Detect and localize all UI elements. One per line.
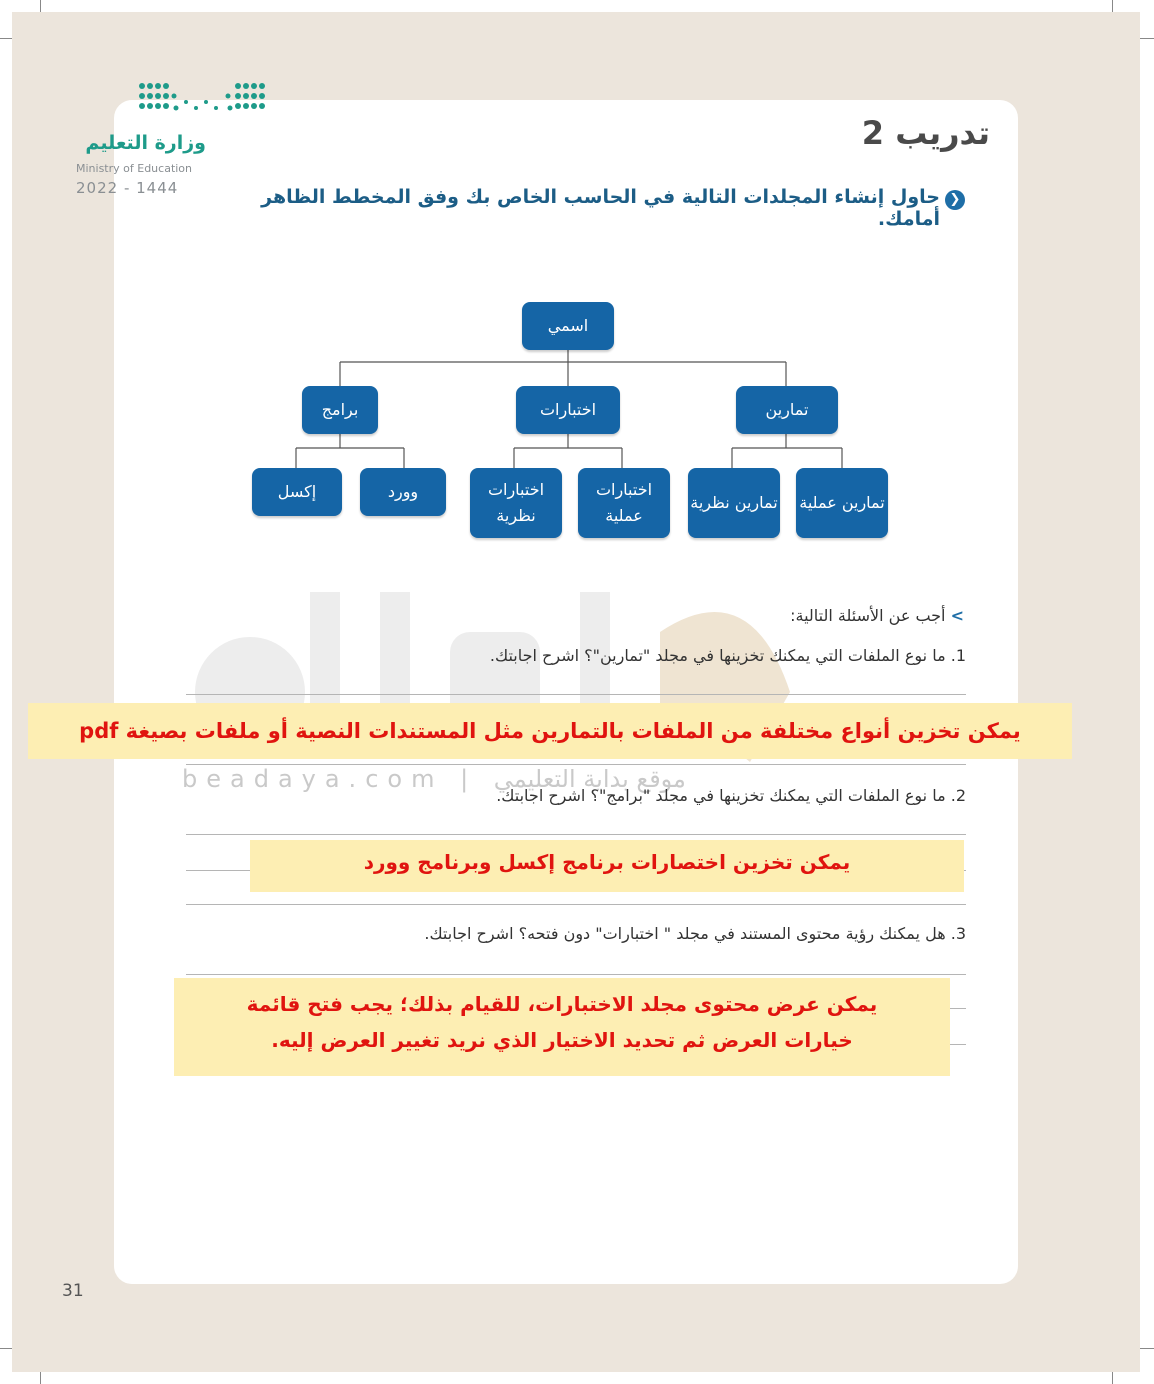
instruction-text: حاول إنشاء المجلدات التالية في الحاسب الخاص بك وفق المخطط الظاهر أمامك.	[261, 186, 940, 230]
page-title: تدريب 2	[861, 114, 990, 152]
ministry-name-english: Ministry of Education	[76, 162, 193, 175]
tree-node-excel: إكسل	[252, 468, 342, 516]
tree-node-tests: اختبارات	[516, 386, 620, 434]
tree-node-theoretical-tests: اختبارات نظرية	[470, 468, 562, 538]
answer-2: يمكن تخزين اختصارات برنامج إكسل وبرنامج وورد	[250, 840, 964, 892]
tree-node-practical-exercises: تمارين عملية	[796, 468, 888, 538]
tree-node-practical-tests: اختبارات عملية	[578, 468, 670, 538]
answer-line	[186, 694, 966, 695]
answer-line	[186, 974, 966, 975]
tree-node-theoretical-exercises: تمارين نظرية	[688, 468, 780, 538]
answer-line	[186, 764, 966, 765]
answer-3-line-1: يمكن عرض محتوى مجلد الاختبارات، للقيام بذلك؛ يجب فتح قائمة	[246, 992, 878, 1016]
ministry-name-arabic: وزارة التعليم	[85, 132, 206, 154]
instruction-bullet-icon: ❯	[945, 190, 965, 210]
watermark-site-text: beadaya.com | موقع بداية التعليمي	[182, 765, 686, 793]
tree-node-programs: برامج	[302, 386, 378, 434]
question-2: 2. ما نوع الملفات التي يمكنك تخزينها في مجلد "برامج"؟ اشرح اجابتك.	[496, 786, 966, 805]
tree-root-node: اسمي	[522, 302, 614, 350]
answer-3	[174, 978, 950, 1076]
question-1: 1. ما نوع الملفات التي يمكنك تخزينها في مجلد "تمارين"؟ اشرح اجابتك.	[489, 646, 966, 665]
question-3: 3. هل يمكنك رؤية محتوى المستند في مجلد " اختبارات" دون فتحه؟ اشرح اجابتك.	[424, 924, 966, 943]
answer-3-line-2: خيارات العرض ثم تحديد الاختيار الذي نريد تغيير العرض إليه.	[271, 1028, 853, 1052]
tree-node-exercises: تمارين	[736, 386, 838, 434]
folder-tree-connectors	[0, 0, 1154, 600]
ministry-year: 2022 - 1444	[76, 179, 179, 197]
answer-1: يمكن تخزين أنواع مختلفة من الملفات بالتمارين مثل المستندات النصية أو ملفات بصيغة pdf	[28, 703, 1072, 759]
tree-node-word: وورد	[360, 468, 446, 516]
answer-line	[186, 904, 966, 905]
page-number: 31	[62, 1281, 84, 1301]
answer-line	[186, 834, 966, 835]
questions-heading: > أجب عن الأسئلة التالية:	[790, 606, 964, 625]
